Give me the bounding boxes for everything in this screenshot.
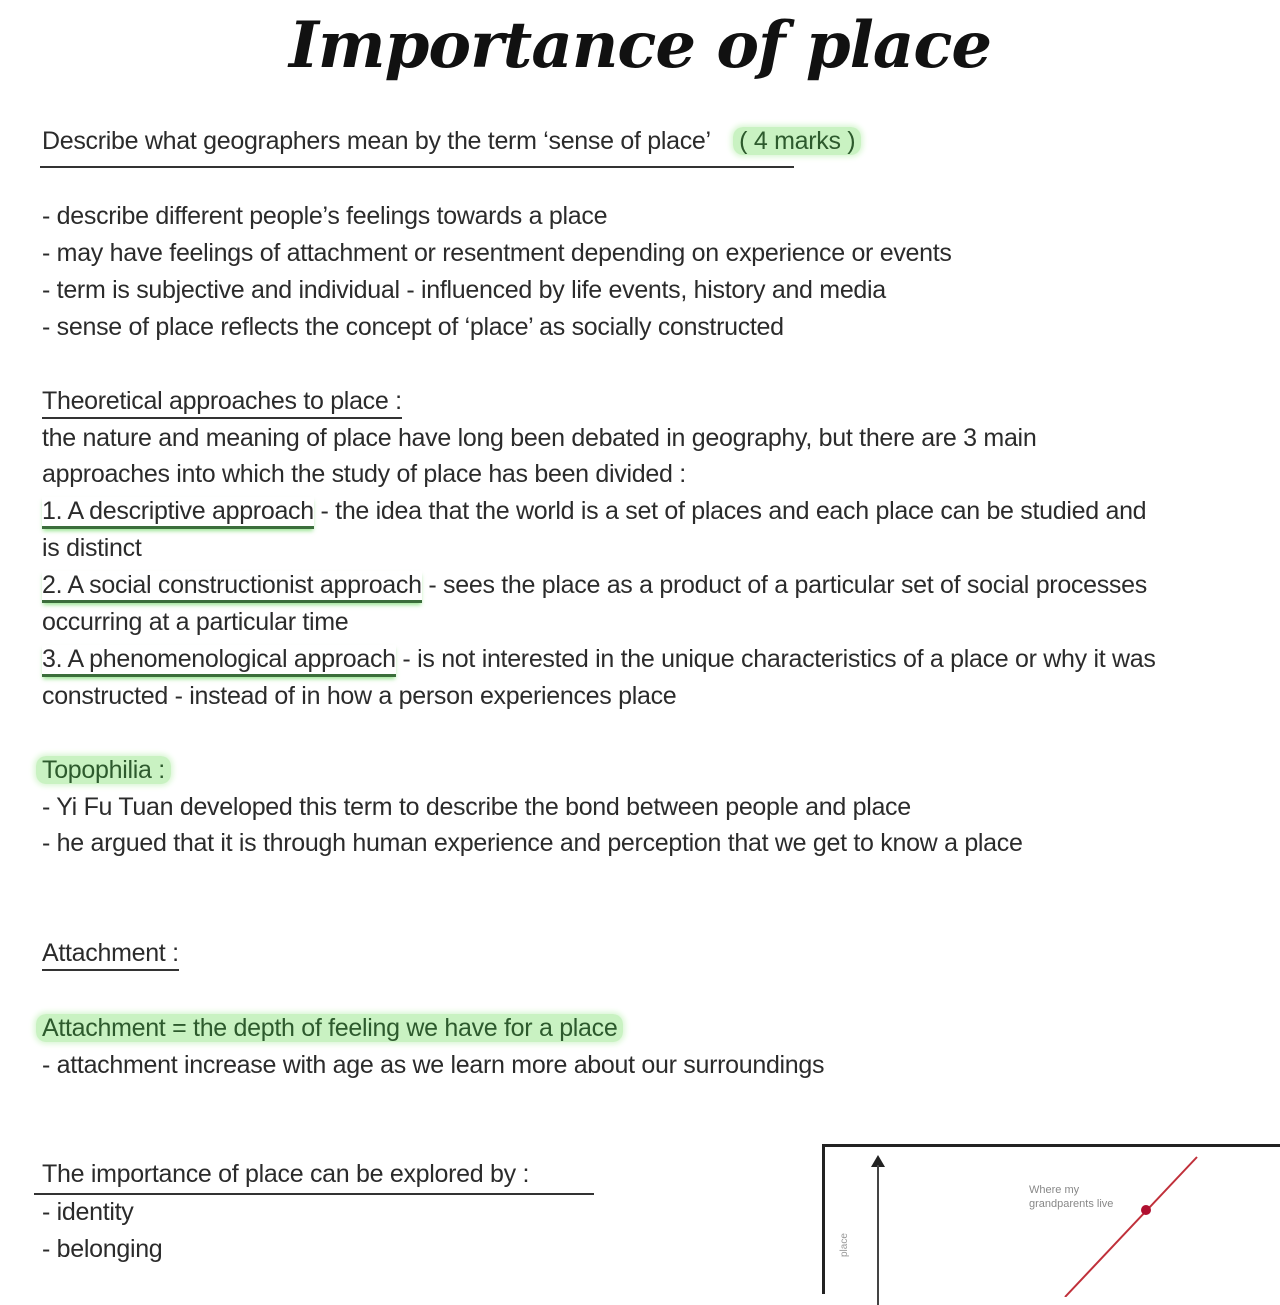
topophilia-heading: Topophilia : bbox=[36, 755, 171, 785]
approach-phenomenological bbox=[42, 644, 1156, 674]
approach-desc: - sees the place as a product of a particular set of social processes bbox=[421, 571, 1147, 599]
attachment-point: - attachment increase with age as we learn more about our surroundings bbox=[42, 1051, 825, 1079]
attachment-line bbox=[825, 1147, 1280, 1297]
approach-desc: - the idea that the world is a set of places and each place can be studied and bbox=[313, 497, 1147, 525]
question-underline bbox=[40, 166, 794, 168]
list-item: - describe different people’s feelings towards a place bbox=[42, 202, 608, 230]
list-item: - may have feelings of attachment or resentment depending on experience or events bbox=[42, 239, 952, 267]
approach-descriptive bbox=[42, 496, 1146, 526]
page-title: Importance of place bbox=[288, 8, 992, 83]
question-row bbox=[42, 126, 861, 156]
chart-annotation: Where my grandparents live bbox=[1029, 1184, 1114, 1210]
list-item: - Yi Fu Tuan developed this term to describe the bond between people and place bbox=[42, 793, 911, 821]
approach-social-constructionist bbox=[42, 570, 1147, 600]
approach-continuation: is distinct bbox=[42, 534, 142, 562]
list-item: - term is subjective and individual - influenced by life events, history and media bbox=[42, 276, 886, 304]
y-axis-label: place bbox=[839, 1233, 850, 1257]
data-point-marker bbox=[1141, 1205, 1151, 1215]
list-item: - belonging bbox=[42, 1235, 163, 1263]
attachment-chart bbox=[822, 1144, 1280, 1294]
approach-continuation: occurring at a particular time bbox=[42, 608, 349, 636]
approach-continuation: constructed - instead of in how a person experiences place bbox=[42, 682, 677, 710]
explored-heading: The importance of place can be explored by : bbox=[42, 1160, 530, 1188]
approach-desc: - is not interested in the unique characteristics of a place or why it was bbox=[395, 645, 1156, 673]
question-text: Describe what geographers mean by the term ‘sense of place’ bbox=[42, 127, 710, 155]
marks-badge: ( 4 marks ) bbox=[733, 127, 861, 155]
theoretical-intro-line1: the nature and meaning of place have long been debated in geography, but there are 3 main bbox=[42, 424, 1037, 452]
theoretical-intro-line2: approaches into which the study of place has been divided : bbox=[42, 460, 686, 488]
list-item: - sense of place reflects the concept of ‘place’ as socially constructed bbox=[42, 313, 784, 341]
approach-name: 3. A phenomenological approach bbox=[42, 645, 396, 677]
attachment-heading: Attachment : bbox=[42, 938, 179, 968]
attachment-definition: Attachment = the depth of feeling we have for a place bbox=[36, 1013, 623, 1043]
theoretical-heading: Theoretical approaches to place : bbox=[42, 386, 402, 416]
explored-underline bbox=[34, 1193, 594, 1195]
list-item: - identity bbox=[42, 1198, 134, 1226]
list-item: - he argued that it is through human experience and perception that we get to know a place bbox=[42, 829, 1023, 857]
approach-name: 1. A descriptive approach bbox=[42, 497, 314, 529]
approach-name: 2. A social constructionist approach bbox=[42, 571, 422, 603]
